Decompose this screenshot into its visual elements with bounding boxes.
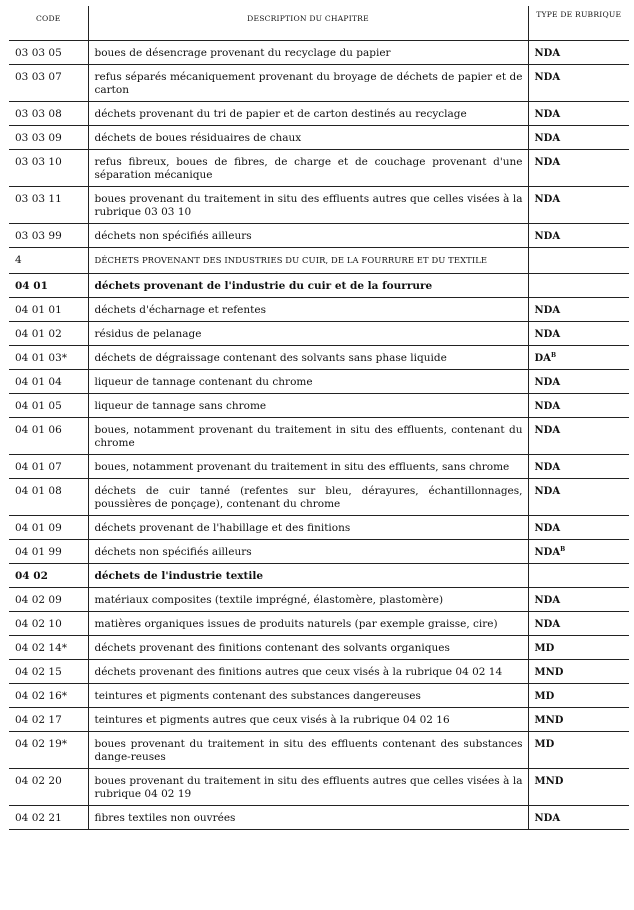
type-cell: [528, 540, 629, 564]
description-cell: résidus de pelanage: [88, 322, 528, 346]
type-cell: [528, 612, 629, 636]
table-row: [9, 102, 629, 126]
description-cell: déchets d'écharnage et refentes: [88, 298, 528, 322]
table-row: [9, 564, 629, 588]
type-cell: [528, 769, 629, 806]
code-cell: 03 03 11: [9, 187, 88, 224]
table-row: [9, 126, 629, 150]
table-row: [9, 224, 629, 248]
type-value: NDA: [534, 231, 561, 242]
code-cell: 04 02 19*: [9, 732, 88, 769]
table-body: [9, 41, 629, 830]
type-value: MND: [534, 667, 564, 678]
description-cell: boues, notamment provenant du traitement in situ des effluents, contenant du chrome: [88, 418, 528, 455]
table-row: [9, 298, 629, 322]
type-cell: [528, 126, 629, 150]
table-row: [9, 732, 629, 769]
type-cell: [528, 418, 629, 455]
code-cell: 04 02 14*: [9, 636, 88, 660]
table-row: [9, 588, 629, 612]
code-cell: 04 01 01: [9, 298, 88, 322]
type-cell: [528, 274, 629, 298]
type-cell: [528, 41, 629, 65]
type-cell: [528, 322, 629, 346]
code-cell: 03 03 10: [9, 150, 88, 187]
code-cell: 04 01 04: [9, 370, 88, 394]
table-row: [9, 540, 629, 564]
code-cell: 04 01 06: [9, 418, 88, 455]
type-value: NDA: [534, 401, 561, 412]
type-value: MD: [534, 691, 555, 702]
type-cell: [528, 516, 629, 540]
table-row: [9, 612, 629, 636]
table-row: [9, 370, 629, 394]
type-value: NDA: [534, 619, 561, 630]
code-cell: 03 03 08: [9, 102, 88, 126]
table-row: [9, 65, 629, 102]
type-cell: [528, 187, 629, 224]
description-cell: boues provenant du traitement in situ des effluents autres que celles visées à la rubrique 04 02 19: [88, 769, 528, 806]
type-value: MND: [534, 715, 564, 726]
type-cell: [528, 65, 629, 102]
code-cell: 04 02 09: [9, 588, 88, 612]
description-cell: déchets non spécifiés ailleurs: [88, 224, 528, 248]
description-cell: boues, notamment provenant du traitement in situ des effluents, sans chrome: [88, 455, 528, 479]
type-cell: [528, 224, 629, 248]
code-cell: 04 02: [9, 564, 88, 588]
type-value: MD: [534, 643, 555, 654]
code-cell: 04 02 17: [9, 708, 88, 732]
table-row: [9, 660, 629, 684]
table-row: [9, 516, 629, 540]
description-cell: fibres textiles non ouvrées: [88, 806, 528, 830]
code-cell: 04 01: [9, 274, 88, 298]
code-cell: 04 02 20: [9, 769, 88, 806]
type-value: NDA: [534, 157, 561, 168]
code-cell: 04 02 21: [9, 806, 88, 830]
description-cell: liqueur de tannage sans chrome: [88, 394, 528, 418]
type-value: NDA: [534, 425, 561, 436]
description-cell: déchets non spécifiés ailleurs: [88, 540, 528, 564]
table-row: [9, 636, 629, 660]
code-cell: 04 02 16*: [9, 684, 88, 708]
type-value: NDA: [534, 595, 561, 606]
type-value: DA: [534, 353, 551, 364]
description-cell: déchets de boues résiduaires de chaux: [88, 126, 528, 150]
type-cell: [528, 684, 629, 708]
description-cell: déchets provenant de l'industrie du cuir et de la fourrure: [88, 274, 528, 298]
description-cell: déchets de dégraissage contenant des solvants sans phase liquide: [88, 346, 528, 370]
header-row: [9, 6, 629, 41]
code-cell: 04 01 05: [9, 394, 88, 418]
type-cell: [528, 708, 629, 732]
description-cell: boues de désencrage provenant du recyclage du papier: [88, 41, 528, 65]
table-row: [9, 41, 629, 65]
type-value: NDA: [534, 48, 561, 59]
type-cell: [528, 455, 629, 479]
code-cell: 04 01 08: [9, 479, 88, 516]
type-value: NDA: [534, 72, 561, 83]
description-cell: boues provenant du traitement in situ des effluents contenant des substances dange-reuses: [88, 732, 528, 769]
table-row: [9, 708, 629, 732]
code-cell: 4: [9, 248, 88, 274]
description-cell: liqueur de tannage contenant du chrome: [88, 370, 528, 394]
type-cell: [528, 660, 629, 684]
type-value: NDA: [534, 377, 561, 388]
code-cell: 04 01 99: [9, 540, 88, 564]
footnote-marker: B: [550, 352, 557, 359]
code-cell: 04 01 07: [9, 455, 88, 479]
description-cell: déchets provenant des finitions autres que ceux visés à la rubrique 04 02 14: [88, 660, 528, 684]
type-value: NDA: [534, 194, 561, 205]
type-value: MD: [534, 739, 555, 750]
type-column-header: TYPE DE RUBRIQUE: [528, 6, 629, 41]
table-row: [9, 418, 629, 455]
code-cell: 03 03 99: [9, 224, 88, 248]
description-cell: DÉCHETS PROVENANT DES INDUSTRIES DU CUIR, DE LA FOURRURE ET DU TEXTILE: [88, 248, 528, 274]
type-value: NDA: [534, 486, 561, 497]
description-cell: matériaux composites (textile imprégné, élastomère, plastomère): [88, 588, 528, 612]
type-value: NDA: [534, 813, 561, 824]
type-cell: [528, 806, 629, 830]
type-cell: [528, 636, 629, 660]
description-cell: déchets provenant du tri de papier et de carton destinés au recyclage: [88, 102, 528, 126]
code-cell: 04 01 03*: [9, 346, 88, 370]
table-row: [9, 684, 629, 708]
description-cell: refus séparés mécaniquement provenant du broyage de déchets de papier et de carton: [88, 65, 528, 102]
type-cell: [528, 564, 629, 588]
type-cell: [528, 346, 629, 370]
table-row: [9, 187, 629, 224]
code-cell: 04 02 15: [9, 660, 88, 684]
description-cell: déchets de cuir tanné (refentes sur bleu, dérayures, échantillonnages, poussières de ponçage), contenant du chrome: [88, 479, 528, 516]
type-cell: [528, 150, 629, 187]
type-value: MND: [534, 776, 564, 787]
type-cell: [528, 102, 629, 126]
description-cell: teintures et pigments autres que ceux visés à la rubrique 04 02 16: [88, 708, 528, 732]
type-value: NDA: [534, 109, 561, 120]
table-row: [9, 455, 629, 479]
table-row: [9, 274, 629, 298]
type-cell: [528, 370, 629, 394]
table-row: [9, 769, 629, 806]
table-row: [9, 150, 629, 187]
description-cell: boues provenant du traitement in situ des effluents autres que celles visées à la rubrique 03 03 10: [88, 187, 528, 224]
description-cell: teintures et pigments contenant des substances dangereuses: [88, 684, 528, 708]
type-value: NDA: [534, 462, 561, 473]
code-cell: 03 03 07: [9, 65, 88, 102]
description-cell: déchets de l'industrie textile: [88, 564, 528, 588]
table-row: [9, 322, 629, 346]
type-value: NDA: [534, 305, 561, 316]
code-cell: 03 03 05: [9, 41, 88, 65]
type-value: NDA: [534, 133, 561, 144]
table-header: [9, 6, 629, 41]
type-cell: [528, 588, 629, 612]
footnote-marker: B: [560, 546, 566, 553]
type-value: NDA: [534, 329, 561, 340]
code-column-header: CODE: [9, 6, 88, 41]
waste-code-table: [9, 6, 629, 830]
description-cell: matières organiques issues de produits naturels (par exemple graisse, cire): [88, 612, 528, 636]
type-cell: [528, 248, 629, 274]
table-row: [9, 248, 629, 274]
type-cell: [528, 394, 629, 418]
description-cell: refus fibreux, boues de fibres, de charge et de couchage provenant d'une séparation mécanique: [88, 150, 528, 187]
type-cell: [528, 732, 629, 769]
description-cell: déchets provenant de l'habillage et des finitions: [88, 516, 528, 540]
description-cell: déchets provenant des finitions contenant des solvants organiques: [88, 636, 528, 660]
table-row: [9, 346, 629, 370]
table-row: [9, 479, 629, 516]
type-cell: [528, 298, 629, 322]
type-cell: [528, 479, 629, 516]
code-cell: 03 03 09: [9, 126, 88, 150]
type-value: NDA: [534, 523, 561, 534]
code-cell: 04 02 10: [9, 612, 88, 636]
table-row: [9, 806, 629, 830]
table-row: [9, 394, 629, 418]
code-cell: 04 01 09: [9, 516, 88, 540]
type-value: NDA: [534, 547, 561, 558]
code-cell: 04 01 02: [9, 322, 88, 346]
description-column-header: DESCRIPTION DU CHAPITRE: [88, 6, 528, 41]
